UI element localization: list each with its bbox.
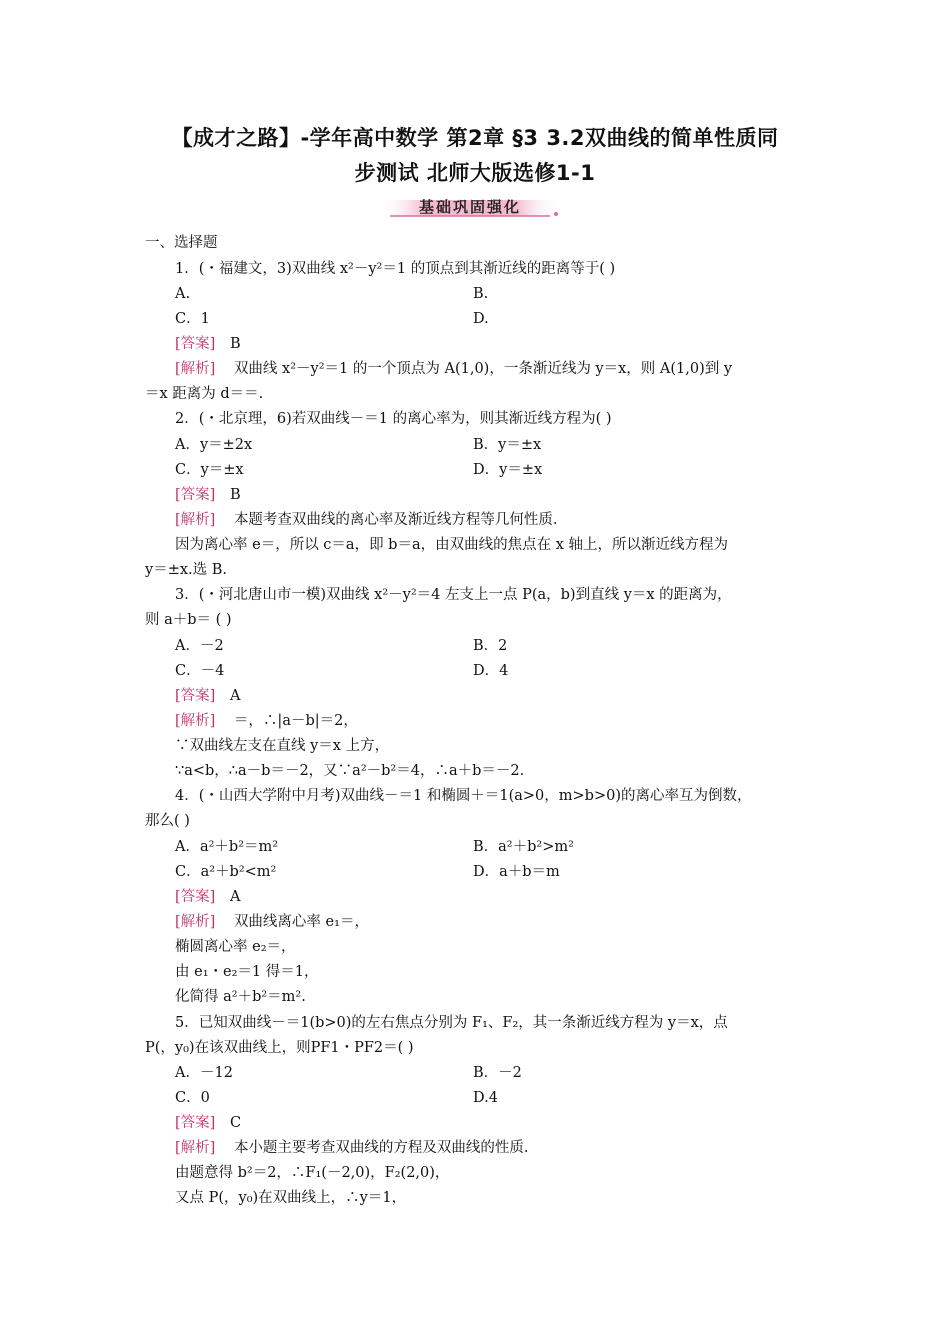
question-1-option-d: D. — [473, 311, 489, 327]
section-banner — [370, 196, 570, 218]
question-4-analysis — [175, 912, 369, 932]
question-3-option-b: B．2 — [473, 638, 508, 654]
question-4-stem: 4．(・山西大学附中月考)双曲线－＝1 和椭圆＋＝1(a>0，m>b>0)的离心率互为倒数， — [175, 788, 752, 804]
analysis-text: 本小题主要考查双曲线的方程及双曲线的性质. — [233, 1140, 529, 1156]
question-3-option-d: D．4 — [473, 663, 509, 679]
analysis-tag: [解析] — [175, 713, 216, 729]
question-4-answer — [175, 887, 240, 907]
question-4-analysis-line-3: 由 e₁・e₂＝1 得＝1， — [175, 964, 319, 980]
question-5-stem-cont: P(，y₀)在该双曲线上，则PF1・PF2＝( ) — [145, 1040, 414, 1056]
analysis-text: 双曲线 x²－y²＝1 的一个顶点为 A(1,0)，一条渐近线为 y＝x，则 A(1,0)到 y — [233, 361, 733, 377]
document-title-line-1: 【成才之路】-学年高中数学 第2章 §3 3.2双曲线的简单性质同 — [171, 126, 779, 150]
question-2-option-d: D．y＝±x — [473, 462, 543, 478]
analysis-text: ＝，∴|a－b|＝2， — [233, 713, 358, 729]
question-5-analysis-line-2: 由题意得 b²＝2，∴F₁(－2,0)，F₂(2,0)， — [175, 1165, 450, 1181]
question-1-stem: 1．(・福建文，3)双曲线 x²－y²＝1 的顶点到其渐近线的距离等于( ) — [175, 261, 616, 277]
banner-label: 基础巩固强化 — [418, 198, 521, 216]
question-5-option-d: D.4 — [473, 1090, 498, 1106]
answer-tag: [答案] — [175, 1115, 216, 1131]
analysis-tag: [解析] — [175, 1140, 216, 1156]
analysis-text: 双曲线离心率 e₁＝， — [233, 914, 369, 930]
question-4-stem-cont: 那么( ) — [145, 813, 190, 829]
question-5-option-b: B．－2 — [473, 1065, 522, 1081]
question-5-analysis-line-3: 又点 P(，y₀)在双曲线上，∴y＝1， — [175, 1190, 407, 1206]
answer-value: B — [229, 487, 241, 503]
question-1-analysis-cont: ＝x 距离为 d＝＝. — [145, 386, 264, 402]
question-5-analysis — [175, 1138, 529, 1158]
answer-tag: [答案] — [175, 688, 216, 704]
question-1-option-c: C．1 — [175, 311, 210, 327]
question-2-stem: 2．(・北京理，6)若双曲线－＝1 的离心率为，则其渐近线方程为( ) — [175, 411, 612, 427]
question-5-stem: 5．已知双曲线－＝1(b>0)的左右焦点分别为 F₁、F₂，其一条渐近线方程为 y＝x，点 — [175, 1015, 728, 1031]
question-4-option-a: A．a²＋b²＝m² — [175, 839, 279, 855]
question-4-analysis-line-2: 椭圆离心率 e₂＝， — [175, 939, 296, 955]
answer-tag: [答案] — [175, 487, 216, 503]
question-1-option-b: B. — [473, 286, 489, 302]
question-4-option-d: D．a＋b＝m — [473, 864, 560, 880]
question-2-option-a: A．y＝±2x — [175, 437, 253, 453]
analysis-tag: [解析] — [175, 361, 216, 377]
question-5-answer — [175, 1113, 241, 1133]
question-3-option-c: C．－4 — [175, 663, 225, 679]
answer-value: A — [229, 688, 241, 704]
answer-tag: [答案] — [175, 336, 216, 352]
question-2-analysis-line-2: 因为离心率 e＝，所以 c＝a，即 b＝a，由双曲线的焦点在 x 轴上，所以渐近线方程为 — [175, 537, 728, 553]
analysis-tag: [解析] — [175, 512, 216, 528]
question-2-option-c: C．y＝±x — [175, 462, 244, 478]
question-3-stem: 3．(・河北唐山市一模)双曲线 x²－y²＝4 左支上一点 P(a，b)到直线 y＝x 的距离为， — [175, 587, 732, 603]
section-heading: 一、选择题 — [145, 235, 218, 251]
answer-value: A — [229, 889, 241, 905]
answer-value: B — [229, 336, 241, 352]
question-2-analysis-line-3: y＝±x.选 B. — [145, 562, 228, 578]
analysis-tag: [解析] — [175, 914, 216, 930]
question-5-option-a: A．－12 — [175, 1065, 233, 1081]
question-3-analysis — [175, 711, 358, 731]
question-3-option-a: A．－2 — [175, 638, 224, 654]
question-2-analysis — [175, 510, 558, 530]
question-4-option-c: C．a²＋b²<m² — [175, 864, 277, 880]
document-title-line-2: 步测试 北师大版选修1-1 — [354, 161, 596, 185]
question-1-option-a: A. — [175, 286, 191, 302]
question-3-analysis-line-2: ∵双曲线左支在直线 y＝x 上方， — [175, 738, 390, 754]
question-4-analysis-line-4: 化简得 a²＋b²＝m². — [175, 989, 306, 1005]
answer-value: C — [229, 1115, 242, 1131]
question-4-option-b: B．a²＋b²>m² — [473, 839, 574, 855]
question-5-option-c: C．0 — [175, 1090, 210, 1106]
question-3-answer — [175, 686, 240, 706]
question-2-option-b: B．y＝±x — [473, 437, 542, 453]
analysis-text: 本题考查双曲线的离心率及渐近线方程等几何性质. — [233, 512, 558, 528]
question-2-answer — [175, 485, 241, 505]
question-1-analysis — [175, 359, 732, 379]
question-3-stem-cont: 则 a＋b＝ ( ) — [145, 612, 232, 628]
question-3-analysis-line-3: ∵a<b，∴a－b＝－2，又∵a²－b²＝4，∴a＋b＝－2. — [175, 763, 525, 779]
answer-tag: [答案] — [175, 889, 216, 905]
question-1-answer — [175, 334, 241, 354]
